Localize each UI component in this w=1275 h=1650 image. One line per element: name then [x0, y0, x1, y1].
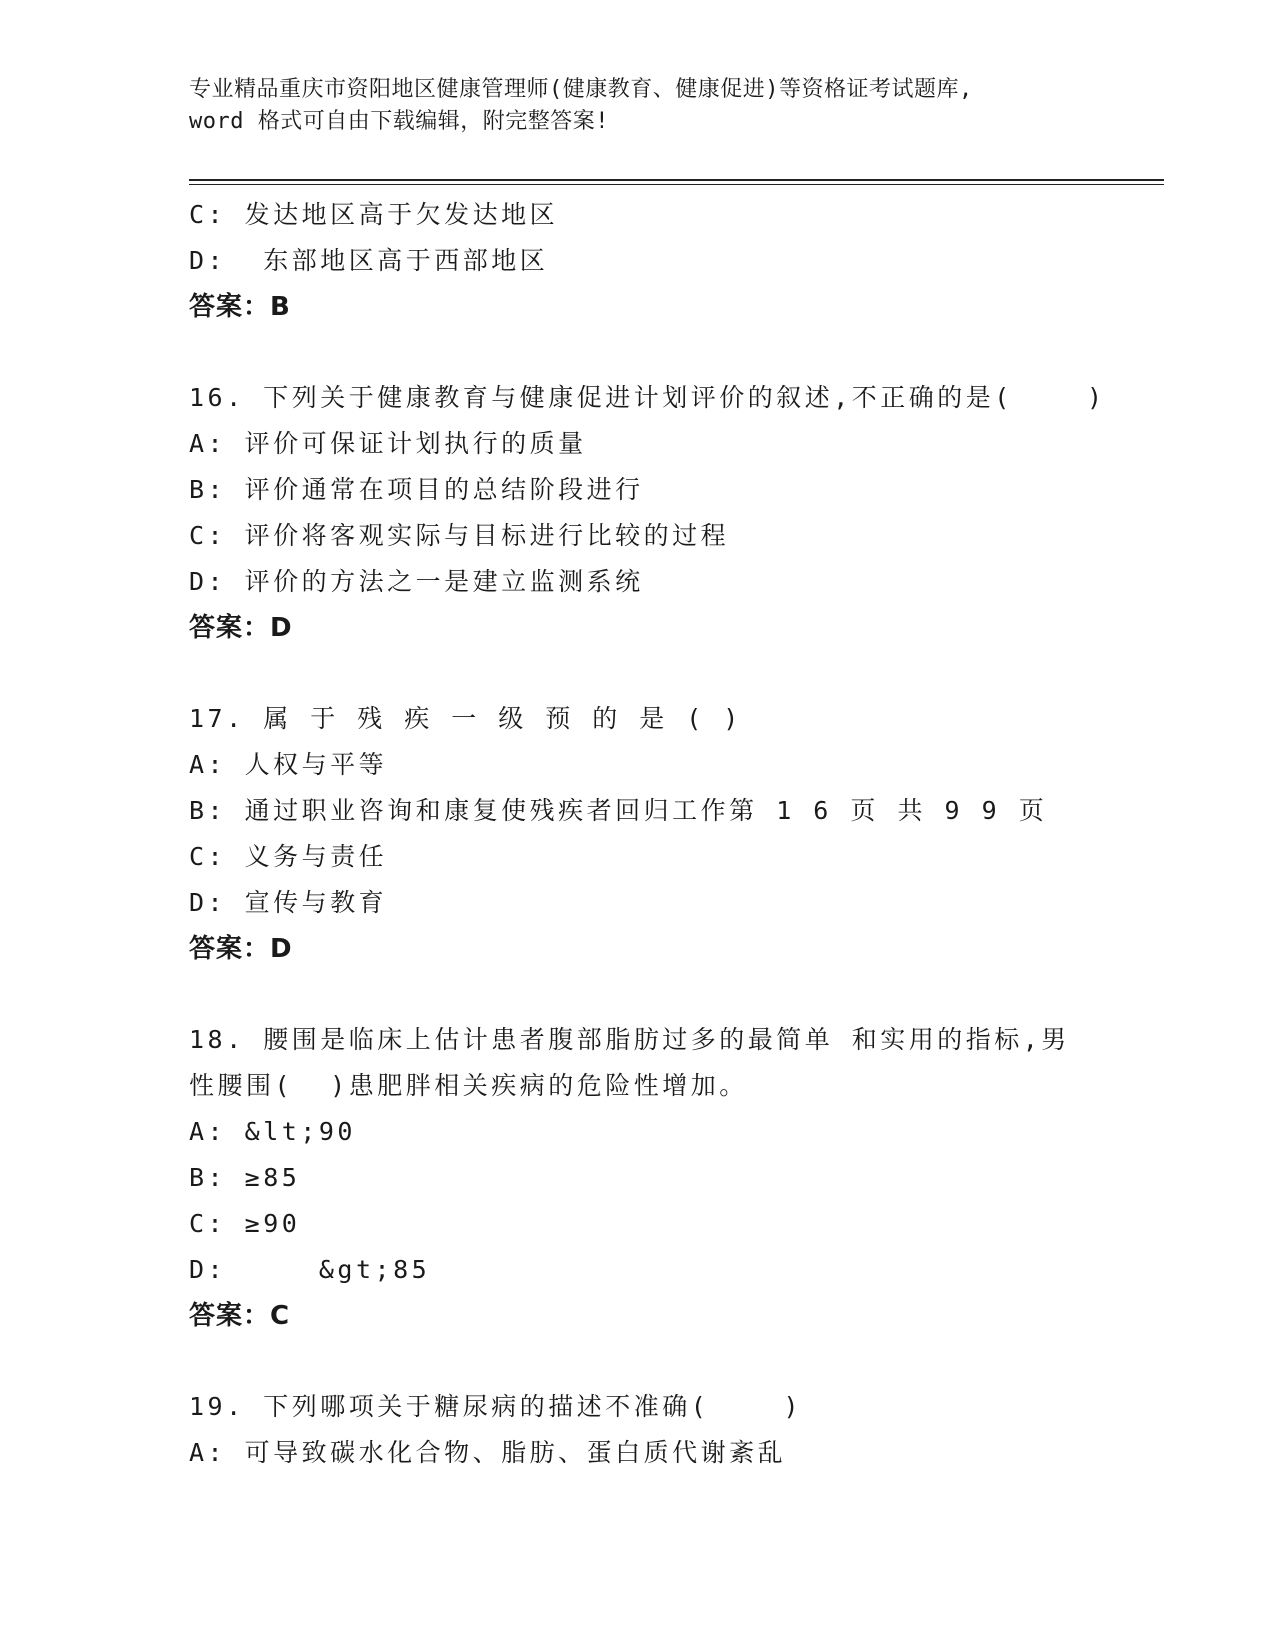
header-rule-thin: [189, 184, 1164, 185]
question-19: [189, 1384, 1089, 1476]
option-a: A: &lt;90: [189, 1117, 356, 1146]
question-18: [189, 1017, 1089, 1339]
option-a: A: 可导致碳水化合物、脂肪、蛋白质代谢紊乱: [189, 1438, 787, 1467]
option-d: D: 宣传与教育: [189, 888, 388, 917]
option-d: D: 东部地区高于西部地区: [189, 246, 549, 275]
page-header: [189, 74, 1069, 138]
option-c: C: 发达地区高于欠发达地区: [189, 200, 559, 229]
option-a: A: 人权与平等: [189, 750, 388, 779]
option-c: C: 义务与责任: [189, 842, 388, 871]
question-stem: [189, 696, 1089, 742]
option-c: C: 评价将客观实际与目标进行比较的过程: [189, 521, 730, 550]
option-d: D: 评价的方法之一是建立监测系统: [189, 567, 644, 596]
option-b: B: ≥85: [189, 1163, 301, 1192]
question-stem-line-1: 18. 腰围是临床上估计患者腹部脂肪过多的最简单 和实用的指标,男: [189, 1025, 1070, 1054]
prev-question-block: [189, 192, 1089, 330]
answer-line: 答案：D: [189, 934, 293, 964]
header-line-2: word 格式可自由下载编辑，附完整答案!: [189, 109, 609, 134]
option-c: C: ≥90: [189, 1209, 301, 1238]
answer-line: 答案：C: [189, 1301, 291, 1331]
option-b: B: 通过职业咨询和康复使残疾者回归工作第 1 6 页 共 9 9 页: [189, 796, 1048, 825]
question-number: 17.: [189, 704, 264, 733]
header-rule-thick: [189, 179, 1164, 181]
option-b: B: 评价通常在项目的总结阶段进行: [189, 475, 644, 504]
answer-line: 答案：B: [189, 292, 291, 322]
question-stem: 16. 下列关于健康教育与健康促进计划评价的叙述,不正确的是( ): [189, 383, 1106, 412]
option-a: A: 评价可保证计划执行的质量: [189, 429, 587, 458]
question-text: 属于残疾一级预的是(): [263, 704, 761, 733]
header-line-1: 专业精品重庆市资阳地区健康管理师(健康教育、健康促进)等资格证考试题库,: [189, 77, 973, 102]
option-d: D: &gt;85: [189, 1255, 431, 1284]
question-stem: 19. 下列哪项关于糖尿病的描述不准确( ): [189, 1392, 803, 1421]
question-stem-line-2: 性腰围( )患肥胖相关疾病的危险性增加。: [189, 1071, 748, 1100]
question-17: [189, 696, 1089, 972]
question-list: [189, 192, 1106, 1476]
question-16: [189, 375, 1106, 651]
answer-line: 答案：D: [189, 613, 293, 643]
